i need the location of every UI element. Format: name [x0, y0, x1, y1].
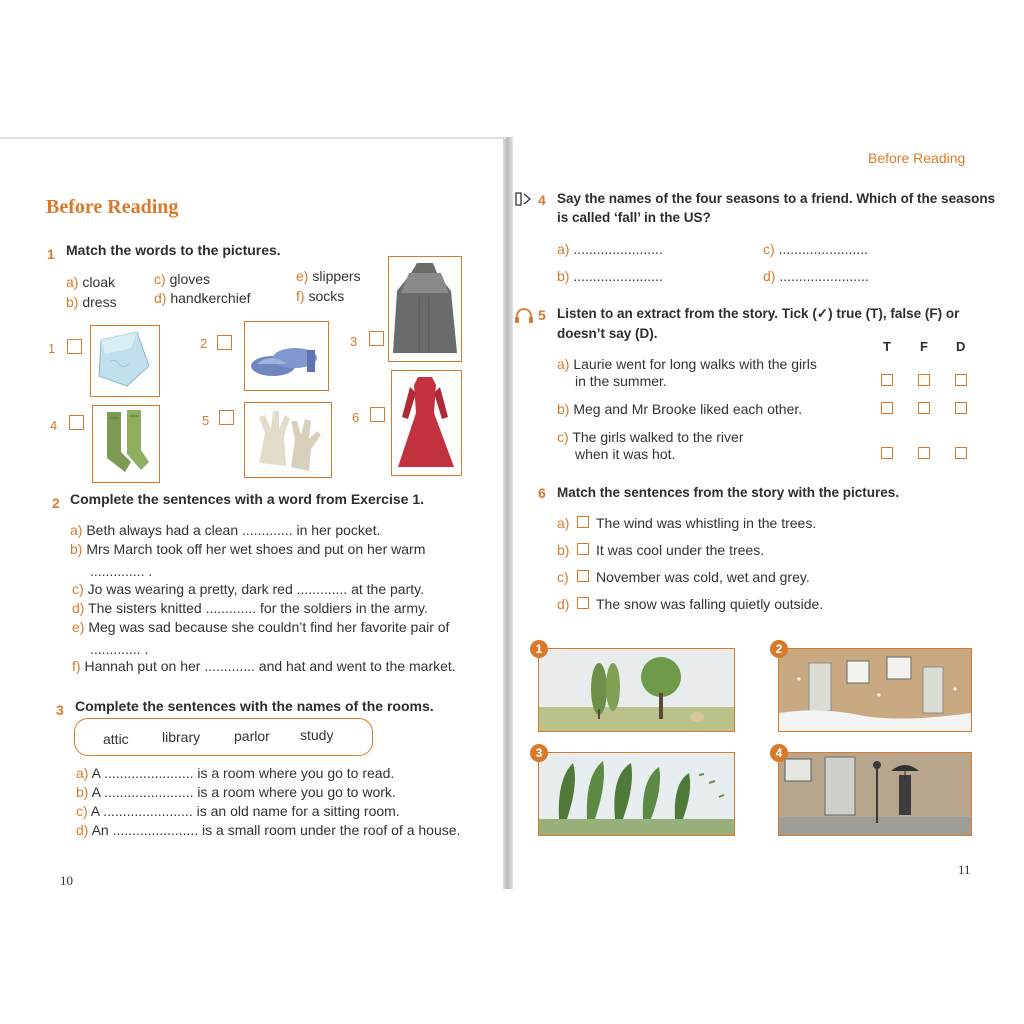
page-edge: [0, 137, 506, 139]
left-page-number: 10: [60, 873, 73, 888]
ex5-a-false-box[interactable]: [918, 374, 930, 386]
ex2-item-c: c) Jo was wearing a pretty, dark red ............. at the party.: [72, 581, 424, 597]
ex5-a-true-box[interactable]: [881, 374, 893, 386]
ex6-item-d-text: The snow was falling quietly outside.: [596, 596, 824, 612]
pic-number-1: 1: [48, 341, 56, 356]
ex4-blank-b: b) .......................: [557, 268, 663, 284]
handkerchief-picture: [90, 325, 160, 397]
word-f: f) socks: [296, 288, 345, 304]
word-box-parlor: parlor: [234, 728, 270, 744]
answer-box-5[interactable]: [219, 410, 234, 425]
scene-1-cool-trees: [538, 648, 735, 732]
ex2-item-b: b) Mrs March took off her wet shoes and put on her warm: [70, 541, 426, 557]
ex5-item-a: a) Laurie went for long walks with the girls: [557, 356, 817, 372]
ex6-c-box[interactable]: [577, 570, 589, 582]
scene-4-rainy-street: [778, 752, 972, 836]
ex6-item-c-text: November was cold, wet and grey.: [596, 569, 810, 585]
ex2-item-b-cont: .............. .: [90, 563, 153, 579]
ex3-item-a: a) A ....................... is a room where you go to read.: [76, 765, 395, 781]
slippers-picture: [244, 321, 329, 391]
socks-picture: [92, 405, 160, 483]
pic-number-2: 2: [200, 336, 208, 351]
section-title: Before Reading: [46, 196, 179, 218]
ex4-blank-a: a) .......................: [557, 241, 663, 257]
book-spine: [503, 137, 513, 889]
right-page-number: 11: [958, 862, 971, 877]
ex4-title-line2: is called ‘fall’ in the US?: [557, 210, 711, 225]
word-box-library: library: [162, 729, 201, 745]
ex1-title: Match the words to the pictures.: [66, 242, 281, 258]
word-e: e) slippers: [296, 268, 361, 284]
ex5-item-a-cont: in the summer.: [575, 373, 667, 389]
word-box-attic: attic: [103, 731, 129, 747]
answer-box-2[interactable]: [217, 335, 232, 350]
ex4-title-line1: Say the names of the four seasons to a friend. Which of the seasons: [557, 191, 996, 206]
pic-number-6: 6: [352, 410, 360, 425]
speaking-icon: [513, 190, 535, 215]
ex4-blank-c: c) .......................: [763, 241, 869, 257]
ex3-title: Complete the sentences with the names of the rooms.: [75, 698, 434, 714]
word-b: b) dress: [66, 294, 117, 310]
ex5-c-true-box[interactable]: [881, 447, 893, 459]
answer-box-4[interactable]: [69, 415, 84, 430]
ex3-item-d: d) An ...................... is a small room under the roof of a house.: [76, 822, 461, 838]
ex2-title: Complete the sentences with a word from Exercise 1.: [70, 491, 424, 507]
word-box-study: study: [300, 727, 334, 743]
ex6-item-a-text: The wind was whistling in the trees.: [596, 515, 817, 531]
headphones-icon: [513, 306, 535, 331]
ex5-title-line1: Listen to an extract from the story. Tick (✓) true (T), false (F) or: [557, 306, 960, 321]
answer-box-6[interactable]: [370, 407, 385, 422]
word-d: d) handkerchief: [154, 290, 251, 306]
ex3-number: 3: [56, 702, 64, 718]
col-header-f: F: [920, 339, 928, 354]
word-c: c) gloves: [154, 271, 211, 287]
cloak-picture: [388, 256, 462, 362]
scene-badge-2: 2: [770, 640, 788, 658]
ex2-item-f: f) Hannah put on her ............. and hat and went to the market.: [72, 658, 456, 674]
ex2-item-e: e) Meg was sad because she couldn’t find her favorite pair of: [72, 619, 450, 635]
ex5-b-true-box[interactable]: [881, 402, 893, 414]
ex6-item-a: a): [557, 515, 570, 531]
ex5-b-dontsay-box[interactable]: [955, 402, 967, 414]
pic-number-5: 5: [202, 413, 210, 428]
ex2-item-a: a) Beth always had a clean ............. in her pocket.: [70, 522, 381, 538]
ex6-title: Match the sentences from the story with the pictures.: [557, 485, 900, 500]
ex6-item-c: c): [557, 569, 569, 585]
ex6-d-box[interactable]: [577, 597, 589, 609]
word-a: a) cloak: [66, 274, 116, 290]
pic-number-3: 3: [350, 334, 358, 349]
ex2-number: 2: [52, 495, 60, 511]
ex5-title-line2: doesn’t say (D).: [557, 326, 658, 341]
ex5-item-c-cont: when it was hot.: [575, 446, 676, 462]
ex2-item-e-cont: ............. .: [90, 641, 149, 657]
ex5-c-dontsay-box[interactable]: [955, 447, 967, 459]
ex5-number: 5: [538, 307, 546, 323]
ex6-item-b: b): [557, 542, 570, 558]
scene-badge-1: 1: [530, 640, 548, 658]
ex4-blank-d: d) .......................: [763, 268, 869, 284]
ex6-item-b-text: It was cool under the trees.: [596, 542, 765, 558]
scene-badge-3: 3: [530, 744, 548, 762]
ex5-item-b: b) Meg and Mr Brooke liked each other.: [557, 401, 803, 417]
col-header-d: D: [956, 339, 966, 354]
scene-badge-4: 4: [770, 744, 788, 762]
ex3-item-c: c) A ....................... is an old name for a sitting room.: [76, 803, 400, 819]
ex2-item-d: d) The sisters knitted ............. for the soldiers in the army.: [72, 600, 428, 616]
scene-2-snowy-house: [778, 648, 972, 732]
ex6-a-box[interactable]: [577, 516, 589, 528]
ex6-number: 6: [538, 485, 546, 501]
ex3-item-b: b) A ....................... is a room where you go to work.: [76, 784, 396, 800]
ex5-c-false-box[interactable]: [918, 447, 930, 459]
right-header: Before Reading: [868, 150, 966, 166]
ex5-a-dontsay-box[interactable]: [955, 374, 967, 386]
pic-number-4: 4: [50, 418, 58, 433]
ex5-b-false-box[interactable]: [918, 402, 930, 414]
ex1-number: 1: [47, 246, 55, 262]
scene-3-windy-trees: [538, 752, 735, 836]
ex4-number: 4: [538, 192, 546, 208]
answer-box-1[interactable]: [67, 339, 82, 354]
answer-box-3[interactable]: [369, 331, 384, 346]
col-header-t: T: [883, 339, 891, 354]
gloves-picture: [244, 402, 332, 478]
dress-picture: [391, 370, 462, 476]
ex6-b-box[interactable]: [577, 543, 589, 555]
ex5-item-c: c) The girls walked to the river: [557, 429, 744, 445]
ex6-item-d: d): [557, 596, 570, 612]
